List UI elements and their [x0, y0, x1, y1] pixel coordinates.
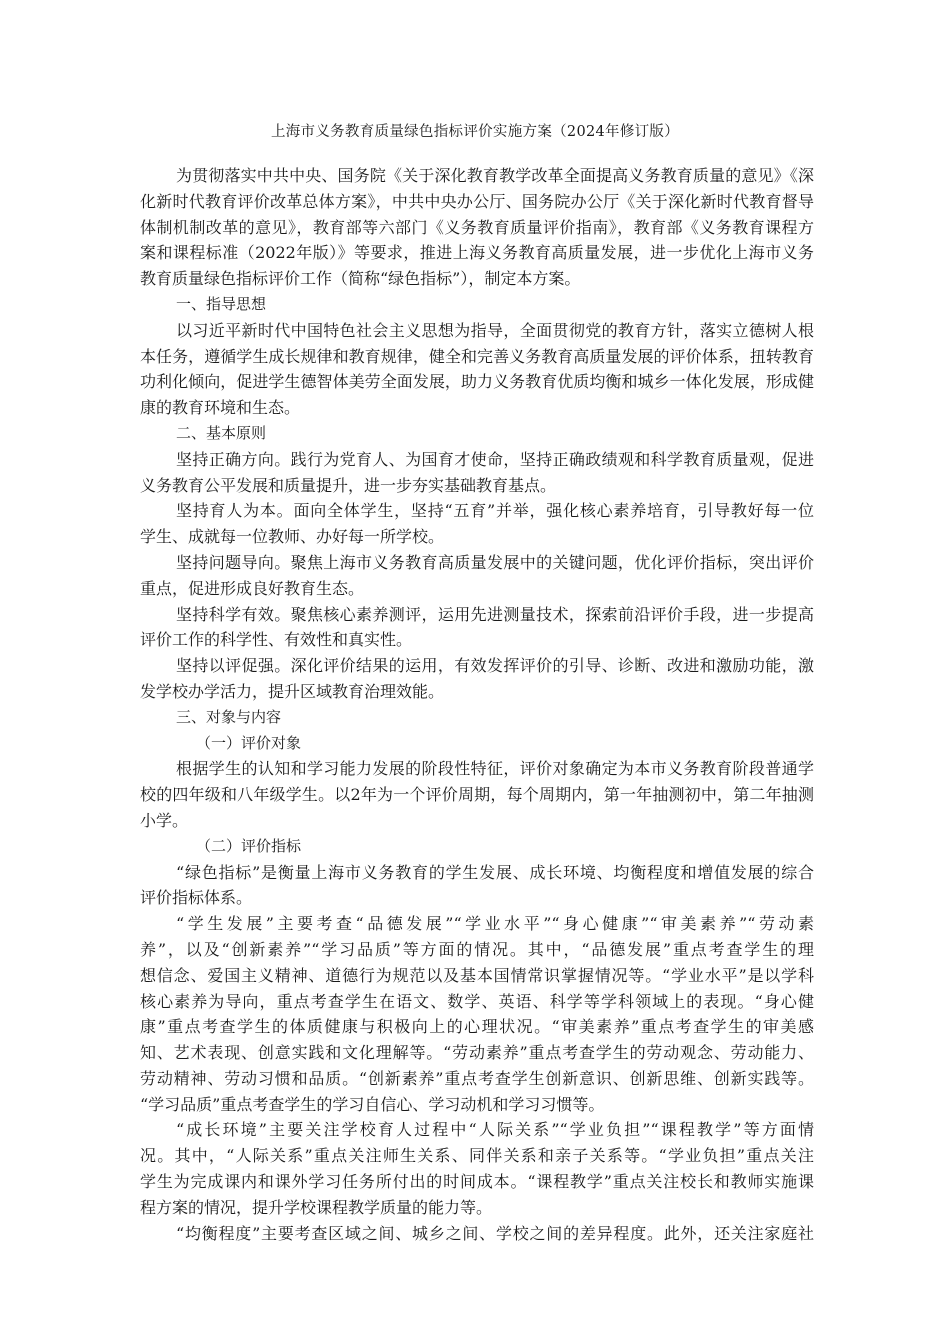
body-text-line: 坚持以评促强。深化评价结果的运用，有效发挥评价的引导、诊断、改进和激励功能，激 — [176, 656, 814, 676]
body-text-line: 坚持科学有效。聚焦核心素养测评，运用先进测量技术，探索前沿评价手段，进一步提高 — [176, 604, 814, 624]
body-text-line: 学生、成就每一位教师、办好每一所学校。 — [140, 527, 445, 547]
body-text-line: “学习品质”重点考查学生的学习自信心、学习动机和学习习惯等。 — [140, 1094, 605, 1114]
body-text-line: 想信念、爱国主义精神、道德行为规范以及基本国情常识掌握情况等。“学业水平”是以学科 — [140, 965, 814, 985]
section-heading: （二）评价指标 — [196, 836, 302, 855]
body-text-line: 核心素养为导向，重点考查学生在语文、数学、英语、科学等学科领域上的表现。“身心健 — [140, 991, 814, 1011]
document-title: 上海市义务教育质量绿色指标评价实施方案（2024年修订版） — [270, 124, 680, 140]
body-text-line: 劳动精神、劳动习惯和品质。“创新素养”重点考查学生创新意识、创新思维、创新实践等。 — [140, 1068, 814, 1088]
section-heading: 三、对象与内容 — [176, 707, 282, 726]
body-text-line: 评价工作的科学性、有效性和真实性。 — [140, 630, 413, 650]
body-text-line: 功利化倾向，促进学生德智体美劳全面发展，助力义务教育优质均衡和城乡一体化发展，形成健 — [140, 372, 814, 392]
body-text-line: 以习近平新时代中国特色社会主义思想为指导，全面贯彻党的教育方针，落实立德树人根 — [176, 320, 814, 340]
body-text-line: “成长环境”主要关注学校育人过程中“人际关系”“学业负担”“课程教学”等方面情 — [176, 1120, 814, 1140]
body-text-line: 化新时代教育评价改革总体方案》，中共中央办公厅、国务院办公厅《关于深化新时代教育督导 — [140, 191, 814, 211]
body-text-line: 况。其中，“人际关系”重点关注师生关系、同伴关系和亲子关系等。“学业负担”重点关注 — [140, 1146, 814, 1166]
body-text-line: 根据学生的认知和学习能力发展的阶段性特征，评价对象确定为本市义务教育阶段普通学 — [176, 759, 814, 779]
body-text-line: 坚持问题导向。聚焦上海市义务教育高质量发展中的关键问题，优化评价指标，突出评价 — [176, 552, 814, 572]
body-text-line: 本任务，遵循学生成长规律和教育规律，健全和完善义务教育高质量发展的评价体系，扭转教育 — [140, 346, 814, 366]
body-text-line: 为贯彻落实中共中央、国务院《关于深化教育教学改革全面提高义务教育质量的意见》《深 — [176, 166, 814, 185]
body-text-line: “均衡程度”主要考查区域之间、城乡之间、学校之间的差异程度。此外，还关注家庭社 — [176, 1223, 814, 1243]
body-text-line: 体制机制改革的意见》，教育部等六部门《义务教育质量评价指南》，教育部《义务教育课程方 — [140, 217, 814, 237]
body-text-line: 程方案的情况，提升学校课程教学质量的能力等。 — [140, 1197, 493, 1217]
body-text-line: 坚持育人为本。面向全体学生，坚持“五育”并举，强化核心素养培育，引导教好每一位 — [176, 501, 814, 521]
body-text-line: 小学。 — [140, 810, 189, 830]
body-text-line: 义务教育公平发展和质量提升，进一步夯实基础教育基点。 — [140, 475, 557, 495]
section-heading: （一）评价对象 — [196, 733, 302, 752]
body-text-line: 学生为完成课内和课外学习任务所付出的时间成本。“课程教学”重点关注校长和教师实施课 — [140, 1172, 814, 1192]
section-heading: 一、指导思想 — [176, 294, 267, 313]
body-text-line: 坚持正确方向。践行为党育人、为国育才使命，坚持正确政绩观和科学教育质量观，促进 — [176, 449, 814, 469]
body-text-line: 教育质量绿色指标评价工作（简称“绿色指标”），制定本方案。 — [140, 269, 581, 289]
body-text-line: 重点，促进形成良好教育生态。 — [140, 578, 365, 598]
body-text-line: 案和课程标准（2022年版）》等要求，推进上海义务教育高质量发展，进一步优化上海市义务 — [140, 243, 814, 263]
body-text-line: 康的教育环境和生态。 — [140, 398, 301, 418]
document-body — [140, 163, 814, 1246]
body-text-line: 康”重点考查学生的体质健康与积极向上的心理状况。“审美素养”重点考查学生的审美感 — [140, 1017, 814, 1037]
body-text-line: 发学校办学活力，提升区域教育治理效能。 — [140, 681, 445, 701]
body-text-line: 养”，以及“创新素养”“学习品质”等方面的情况。其中，“品德发展”重点考查学生的理 — [140, 939, 814, 959]
body-text-line: 知、艺术表现、创意实践和文化理解等。“劳动素养”重点考查学生的劳动观念、劳动能力、 — [140, 1043, 814, 1063]
body-text-line: “学生发展”主要考查“品德发展”“学业水平”“身心健康”“审美素养”“劳动素 — [176, 914, 814, 934]
section-heading: 二、基本原则 — [176, 423, 267, 442]
body-text-line: 校的四年级和八年级学生。以2年为一个评价周期，每个周期内，第一年抽测初中，第二年抽测 — [140, 785, 814, 805]
body-text-line: 评价指标体系。 — [140, 888, 253, 908]
body-text-line: “绿色指标”是衡量上海市义务教育的学生发展、成长环境、均衡程度和增值发展的综合 — [176, 862, 814, 882]
